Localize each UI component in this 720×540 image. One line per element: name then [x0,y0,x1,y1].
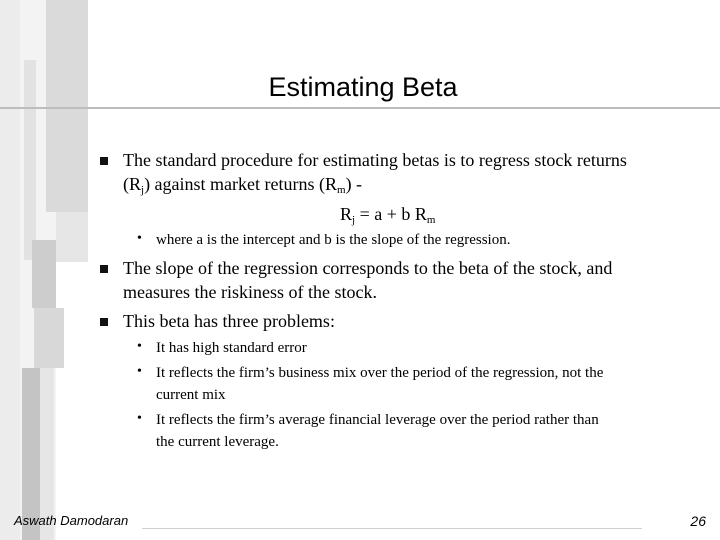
bullet-3-line-1: This beta has three problems: [123,311,335,331]
bullet-2-line-1: The slope of the regression corresponds to the beta of the stock, and [123,258,613,278]
bullet-1-line-1: The standard procedure for estimating betas is to regress stock returns [123,150,627,170]
bullet-square-icon [100,265,108,273]
slide-title: Estimating Beta [268,72,458,102]
footer-author: Aswath Damodaran [14,513,129,528]
sub-bullet-3-2-line-2: current mix [156,387,226,403]
sub-bullet-dot: • [137,339,142,354]
sub-bullet-dot: • [137,231,142,246]
title-divider [0,107,720,109]
bullet-square-icon [100,157,108,165]
sub-bullet-3-2-line-1: It reflects the firm’s business mix over the period of the regression, not the [156,365,604,381]
decor-bar-7 [34,308,64,368]
decor-bar-4 [56,212,88,262]
bullet-1-line-2: $(R_j)$ against market returns $(R_m)$ - [123,174,363,196]
bullet-square-icon [100,318,108,326]
sub-bullet-3-1: It has high standard error [156,340,307,356]
sub-bullet-dot: • [137,364,142,379]
sub-bullet-1-1: where a is the intercept and b is the slope of the regression. [156,232,511,248]
decor-bar-3 [46,0,88,212]
footer-divider [142,528,642,529]
bullet-2-line-2: measures the riskiness of the stock. [123,282,377,302]
sub-bullet-3-3-line-2: the current leverage. [156,434,279,450]
decor-bar-6 [32,240,56,308]
sub-bullet-3-3-line-1: It reflects the firm’s average financial leverage over the period rather than [156,412,599,428]
sub-bullet-dot: • [137,411,142,426]
regression-equation: $R_j = a + b$ $R_m$ [340,204,436,226]
page-number: 26 [690,513,706,529]
